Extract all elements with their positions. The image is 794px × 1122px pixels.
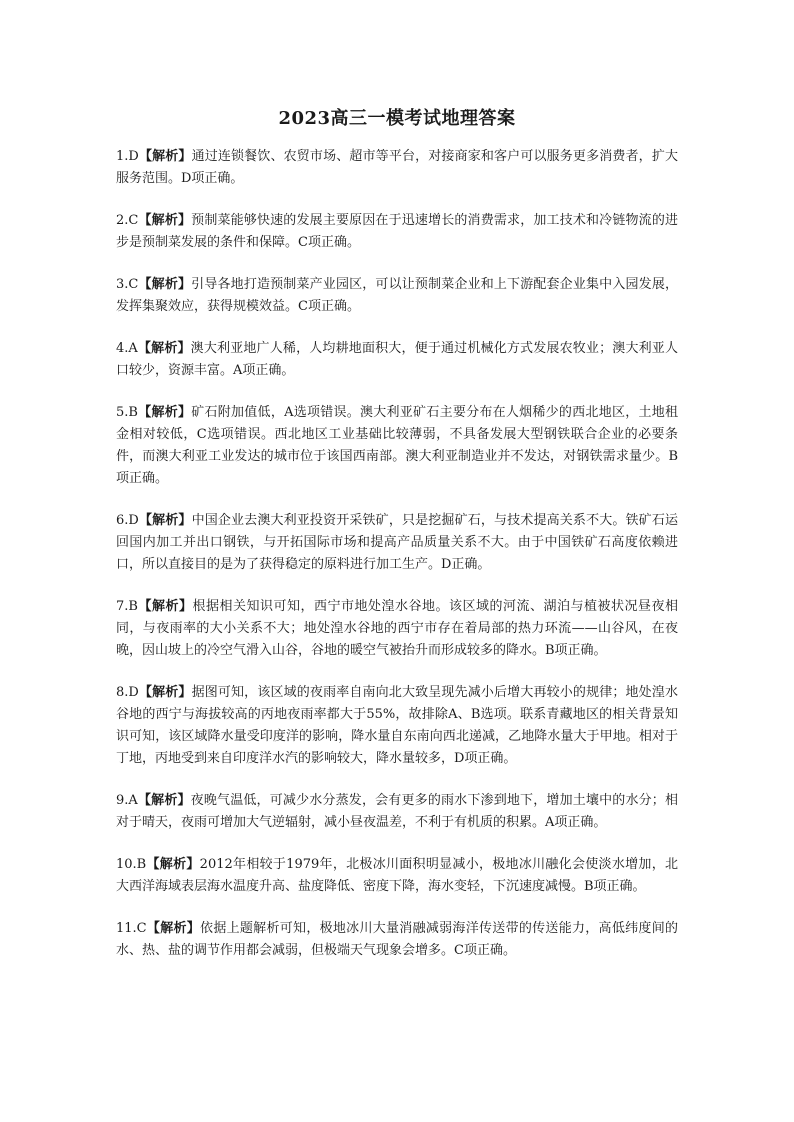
analysis-tag: 【解析】 bbox=[137, 341, 191, 356]
answer-number: 7.B bbox=[116, 599, 138, 614]
answer-item-5 bbox=[116, 402, 678, 490]
answer-explanation: 2012年相较于1979年，北极冰川面积明显减小，极地冰川融化会使淡水增加，北大西洋海域表层海水温度升高、盐度降低、密度下降，海水变轻，下沉速度减慢。B项正确。 bbox=[116, 857, 678, 894]
answer-number: 10.B bbox=[116, 857, 147, 872]
answer-item-7 bbox=[116, 596, 678, 662]
analysis-tag: 【解析】 bbox=[138, 277, 192, 292]
answer-item-2 bbox=[116, 210, 678, 254]
answer-number: 11.C bbox=[116, 921, 147, 936]
answer-explanation: 澳大利亚地广人稀，人均耕地面积大，便于通过机械化方式发展农牧业；澳大利亚人口较少，资源丰富。A项正确。 bbox=[116, 341, 678, 378]
answer-explanation: 夜晚气温低，可减少水分蒸发，会有更多的雨水下渗到地下，增加土壤中的水分；相对于晴天，夜雨可增加大气逆辐射，减小昼夜温差，不利于有机质的积累。A项正确。 bbox=[116, 793, 678, 830]
answer-number: 8.D bbox=[116, 685, 139, 700]
analysis-tag: 【解析】 bbox=[138, 513, 192, 528]
answer-explanation: 引导各地打造预制菜产业园区，可以让预制菜企业和上下游配套企业集中入园发展，发挥集聚效应，获得规模效益。C项正确。 bbox=[116, 277, 678, 314]
answer-item-9 bbox=[116, 790, 678, 834]
analysis-tag: 【解析】 bbox=[146, 921, 201, 936]
answer-sheet bbox=[116, 98, 678, 982]
answer-explanation: 中国企业去澳大利亚投资开采铁矿，只是挖掘矿石，与技术提高关系不大。铁矿石运回国内加工并出口钢铁，与开拓国际市场和提高产品质量关系不大。由于中国铁矿石高度依赖进口，所以直接目的是为了获得稳定的原料进行加工生产。D正确。 bbox=[116, 513, 678, 572]
analysis-tag: 【解析】 bbox=[146, 857, 200, 872]
answer-item-11 bbox=[116, 918, 678, 962]
answer-item-1 bbox=[116, 146, 678, 190]
answer-item-6 bbox=[116, 510, 678, 576]
analysis-tag: 【解析】 bbox=[137, 793, 191, 808]
answer-explanation: 根据相关知识可知，西宁市地处湟水谷地。该区域的河流、湖泊与植被状况昼夜相同，与夜雨率的大小关系不大；地处湟水谷地的西宁市存在着局部的热力环流——山谷风，在夜晚，因山坡上的冷空气滑入山谷，谷地的暖空气被抬升而形成较多的降水。B项正确。 bbox=[116, 599, 678, 658]
analysis-tag: 【解析】 bbox=[138, 213, 192, 228]
answer-number: 9.A bbox=[116, 793, 138, 808]
answer-number: 1.D bbox=[116, 149, 139, 164]
answer-explanation: 据图可知，该区域的夜雨率自南向北大致呈现先减小后增大再较小的规律；地处湟水谷地的西宁与海拔较高的丙地夜雨率都大于55%，故排除A、B选项。联系青藏地区的相关背景知识可知，该区域降水量受印度洋的影响，降水量自东南向西北递减，乙地降水量大于甲地。相对于丁地，丙地受到来自印度洋水汽的影响较大，降水量较多，D项正确。 bbox=[116, 685, 678, 766]
answer-explanation: 依据上题解析可知，极地冰川大量消融减弱海洋传送带的传送能力，高低纬度间的水、热、盐的调节作用都会减弱，但极端天气现象会增多。C项正确。 bbox=[116, 921, 678, 958]
answer-explanation: 预制菜能够快速的发展主要原因在于迅速增长的消费需求，加工技术和冷链物流的进步是预制菜发展的条件和保障。C项正确。 bbox=[116, 213, 678, 250]
answer-item-4 bbox=[116, 338, 678, 382]
analysis-tag: 【解析】 bbox=[137, 405, 192, 420]
analysis-tag: 【解析】 bbox=[137, 599, 193, 614]
answer-number: 2.C bbox=[116, 213, 139, 228]
answer-item-10 bbox=[116, 854, 678, 898]
analysis-tag: 【解析】 bbox=[138, 685, 192, 700]
answer-explanation: 矿石附加值低，A选项错误。澳大利亚矿石主要分布在人烟稀少的西北地区，土地租金相对较低，C选项错误。西北地区工业基础比较薄弱，不具备发展大型钢铁联合企业的必要条件，而澳大利亚工业发达的城市位于该国西南部。澳大利亚制造业并不发达，对钢铁需求量少。B项正确。 bbox=[116, 405, 678, 486]
analysis-tag: 【解析】 bbox=[138, 149, 192, 164]
answer-number: 4.A bbox=[116, 341, 138, 356]
page-title: 2023高三一模考试地理答案 bbox=[278, 108, 516, 129]
answer-number: 5.B bbox=[116, 405, 138, 420]
answer-item-8 bbox=[116, 682, 678, 770]
answer-number: 6.D bbox=[116, 513, 139, 528]
answer-number: 3.C bbox=[116, 277, 139, 292]
answer-item-3 bbox=[116, 274, 678, 318]
answer-explanation: 通过连锁餐饮、农贸市场、超市等平台，对接商家和客户可以服务更多消费者，扩大服务范围。D项正确。 bbox=[116, 149, 678, 186]
